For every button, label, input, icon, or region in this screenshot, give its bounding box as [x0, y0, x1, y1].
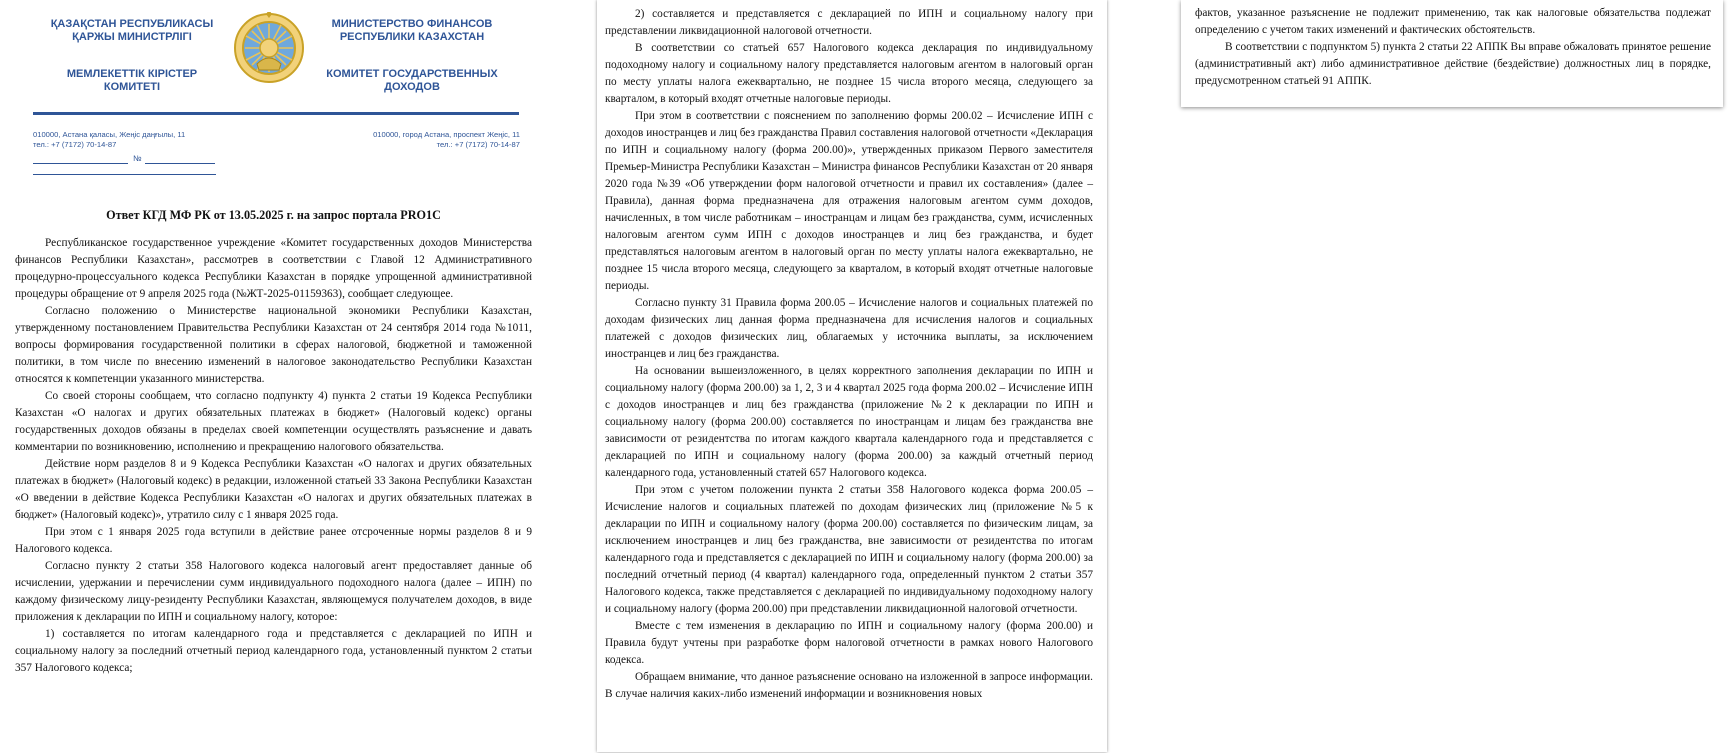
document-page-1: [0, 0, 560, 753]
letterhead-right-russian: [317, 18, 507, 94]
letterhead: [15, 6, 532, 176]
left-dept-line1: МЕМЛЕКЕТТІК КІРІСТЕР: [66, 68, 198, 80]
paragraph: Действие норм разделов 8 и 9 Кодекса Республики Казахстан «О налогах и других обязательных платежах в бюджет» (Налоговый кодекс) в редакции, изложенной статьей 33 Закона Республики Казахстан «О введении в действие Кодекса Республики Казахстан «О налогах и других обязательных платежах в бюджет» (Налоговый кодекс)», утратило силу с 1 января 2025 года.: [15, 458, 532, 521]
paragraph: фактов, указанное разъяснение не подлежит применению, так как налоговые обязательства подлежат определению с учетом таких изменений и фактических обстоятельств.: [1195, 7, 1711, 36]
registration-number-line: [33, 154, 216, 164]
paragraph: Обращаем внимание, что данное разъяснение основано на изложенной в запросе информации. В случае наличия каких-либо изменений информации и возникновения новых: [605, 671, 1093, 700]
paragraph: В соответствии со статьей 657 Налогового кодекса декларация по индивидуальному подоходному налогу и социальному налогу представляется налоговым агентом в налоговый орган по месту уплаты налога ежеквартально, не позднее 15 числа второго месяца, следующего за кварталом, в который входят отчетные налоговые периоды.: [605, 42, 1093, 105]
left-phone: тел.: +7 (7172) 70-14-87: [33, 140, 117, 149]
left-org-line1: ҚАЗАҚСТАН РЕСПУБЛИКАСЫ: [50, 18, 214, 30]
left-dept-line2: КОМИТЕТІ: [103, 81, 161, 93]
right-org-line2: РЕСПУБЛИКИ КАЗАХСТАН: [339, 31, 485, 43]
paragraph: При этом с 1 января 2025 года вступили в действие ранее отсроченные нормы разделов 8 и 9 Налогового кодекса.: [15, 526, 532, 555]
paragraph: Республиканское государственное учреждение «Комитет государственных доходов Министерства финансов Республики Казахстан», рассмотрев в соответствии с Главой 12 Административного процедурно-процессуального кодекса Республики Казахстан в порядке упрощенной административной процедуры обращение от 9 апреля 2025 года (№ЖТ-2025-01159363), сообщает следующее.: [15, 237, 532, 300]
left-org-line2: ҚАРЖЫ МИНИСТРЛІГІ: [72, 31, 192, 43]
paragraph: Согласно пункту 31 Правила форма 200.05 – Исчисление налогов и социальных платежей по доходам физических лиц данная форма предназначена для исчисления налогов и социальных платежей с доходов физических лиц, облагаемых у источника выплаты, за исключением иностранцев и лиц без гражданства.: [605, 297, 1093, 360]
right-dept-line1: КОМИТЕТ ГОСУДАРСТВЕННЫХ: [326, 68, 498, 80]
document-page-2: [597, 0, 1107, 752]
right-address-block: [350, 130, 520, 150]
paragraph: Согласно пункту 2 статьи 358 Налогового кодекса налоговый агент предоставляет данные об исчислении, удержании и перечислении сумм индивидуального подоходного налога (далее – ИПН) по каждому физическому лицу-резиденту Республики Казахстан, являющемуся получателем доходов, в виде приложения к декларации по ИПН и социальному налогу, которое:: [15, 560, 532, 623]
state-emblem-icon: [233, 12, 305, 84]
left-address-block: [33, 130, 185, 150]
paragraph: При этом в соответствии с пояснением по заполнению формы 200.02 – Исчисление ИПН с доходов иностранцев и лиц без гражданства Правил составления налоговой отчетности «Декларация по ИПН и социальному налогу (форма 200.00)», утвержденных приказом Первого заместителя Премьер-Министра Республики Казахстан – Министра финансов Республики Казахстан от 20 января 2020 года №39 «Об утверждении форм налоговой отчетности и правил их составления» (далее – Правила), данная форма предназначена для отражения налоговым агентом сумм доходов, начисленных, в том числе работникам – иностранцам и лицам без гражданства, сумм, исчисленных налоговым агентом сумм ИПН с доходов иностранцев и лиц без гражданства, и будет представляться налоговым агентом в налоговый орган по месту уплаты налога ежеквартально, не позднее 15 числа второго месяца, следующего за кварталом, в который входят отчетные налоговые периоды.: [605, 110, 1093, 292]
paragraph: 2) составляется и представляется с декларацией по ИПН и социальному налогу при представлении ликвидационной налоговой отчетности.: [605, 8, 1093, 37]
document-title: Ответ КГД МФ РК от 13.05.2025 г. на запрос портала PRO1C: [106, 208, 441, 222]
document-page-3: [1181, 0, 1723, 107]
right-phone: тел.: +7 (7172) 70-14-87: [436, 140, 520, 149]
registration-date-line: [33, 174, 216, 175]
right-dept-line2: ДОХОДОВ: [384, 81, 440, 93]
paragraph: В соответствии с подпунктом 5) пункта 2 статьи 22 АППК Вы вправе обжаловать принятое решение (административный акт) либо административное действие (бездействие) должностных лиц в порядке, предусмотренном статьей 91 АППК.: [1195, 41, 1711, 87]
paragraph: Со своей стороны сообщаем, что согласно подпункту 4) пункта 2 статьи 19 Кодекса Республики Казахстан «О налогах и других обязательных платежах в бюджет» (Налоговый кодекс) органы государственных доходов обязаны в пределах своей компетенции осуществлять разъяснение и давать комментарии по возникновению, исполнению и прекращению налогового обязательства.: [15, 390, 532, 453]
paragraph: Согласно положению о Министерстве национальной экономики Республики Казахстан, утвержденному постановлением Правительства Республики Казахстан от 24 сентября 2014 года №1011, вопросы формирования государственной политики в сферах налоговой, бюджетной и таможенной политики, в том числе по внесению изменений в налоговое законодательство Республики Казахстан относятся к компетенции указанного министерства.: [15, 305, 532, 385]
right-address: 010000, город Астана, проспект Жеңіс, 11: [373, 130, 520, 139]
right-org-line1: МИНИСТЕРСТВО ФИНАНСОВ: [331, 18, 493, 30]
number-sign: №: [133, 154, 142, 163]
letterhead-left-kazakh: [37, 18, 227, 94]
paragraph: Вместе с тем изменения в декларацию по ИПН и социальному налогу (форма 200.00) и Правила будут учтены при разработке форм налоговой отчетности в рамках нового Налогового кодекса.: [605, 620, 1093, 666]
paragraph: При этом с учетом положении пункта 2 статьи 358 Налогового кодекса форма 200.05 – Исчисление налогов и социальных платежей по доходам физических лиц (приложение №5 к декларации по ИПН и социальному налогу (форма 200.00) составляется по физическим лицам, за исключением иностранцев и лиц без гражданства, вне зависимости от резидентства по итогам календарного года и представляется с декларацией по ИПН и социальному налогу (форма 200.00) за последний отчетный период (4 квартал) календарного года, определенный пунктом 2 статьи 357 Налогового кодекса, также представляется с декларацией по индивидуальному подоходному налогу и социальному налогу (форма 200.00) при представлении ликвидационной налоговой отчетности.: [605, 484, 1093, 615]
paragraph: На основании вышеизложенного, в целях корректного заполнения декларации по ИПН и социальному налогу (форма 200.00) за 1, 2, 3 и 4 квартал 2025 года форма 200.02 – Исчисление ИПН с доходов иностранцев и лиц без гражданства (приложение №2 к декларации по ИПН и социальному налогу (форма 200.00) составляется по иностранцам и лицам без гражданства вне зависимости от резидентства по итогам каждого квартала календарного года и представляется с декларацией по ИПН и социальному налогу (форма 200.00) за каждый отчетный период календарного года, установленный статей 657 Налогового кодекса.: [605, 365, 1093, 479]
left-address: 010000, Астана қаласы, Жеңіс даңғылы, 11: [33, 130, 186, 139]
letterhead-divider: [33, 112, 519, 115]
paragraph: 1) составляется по итогам календарного года и представляется с декларацией по ИПН и социальному налогу за последний отчетный период календарного года, установленный пунктом 2 статьи 357 Налогового кодекса;: [15, 628, 532, 674]
